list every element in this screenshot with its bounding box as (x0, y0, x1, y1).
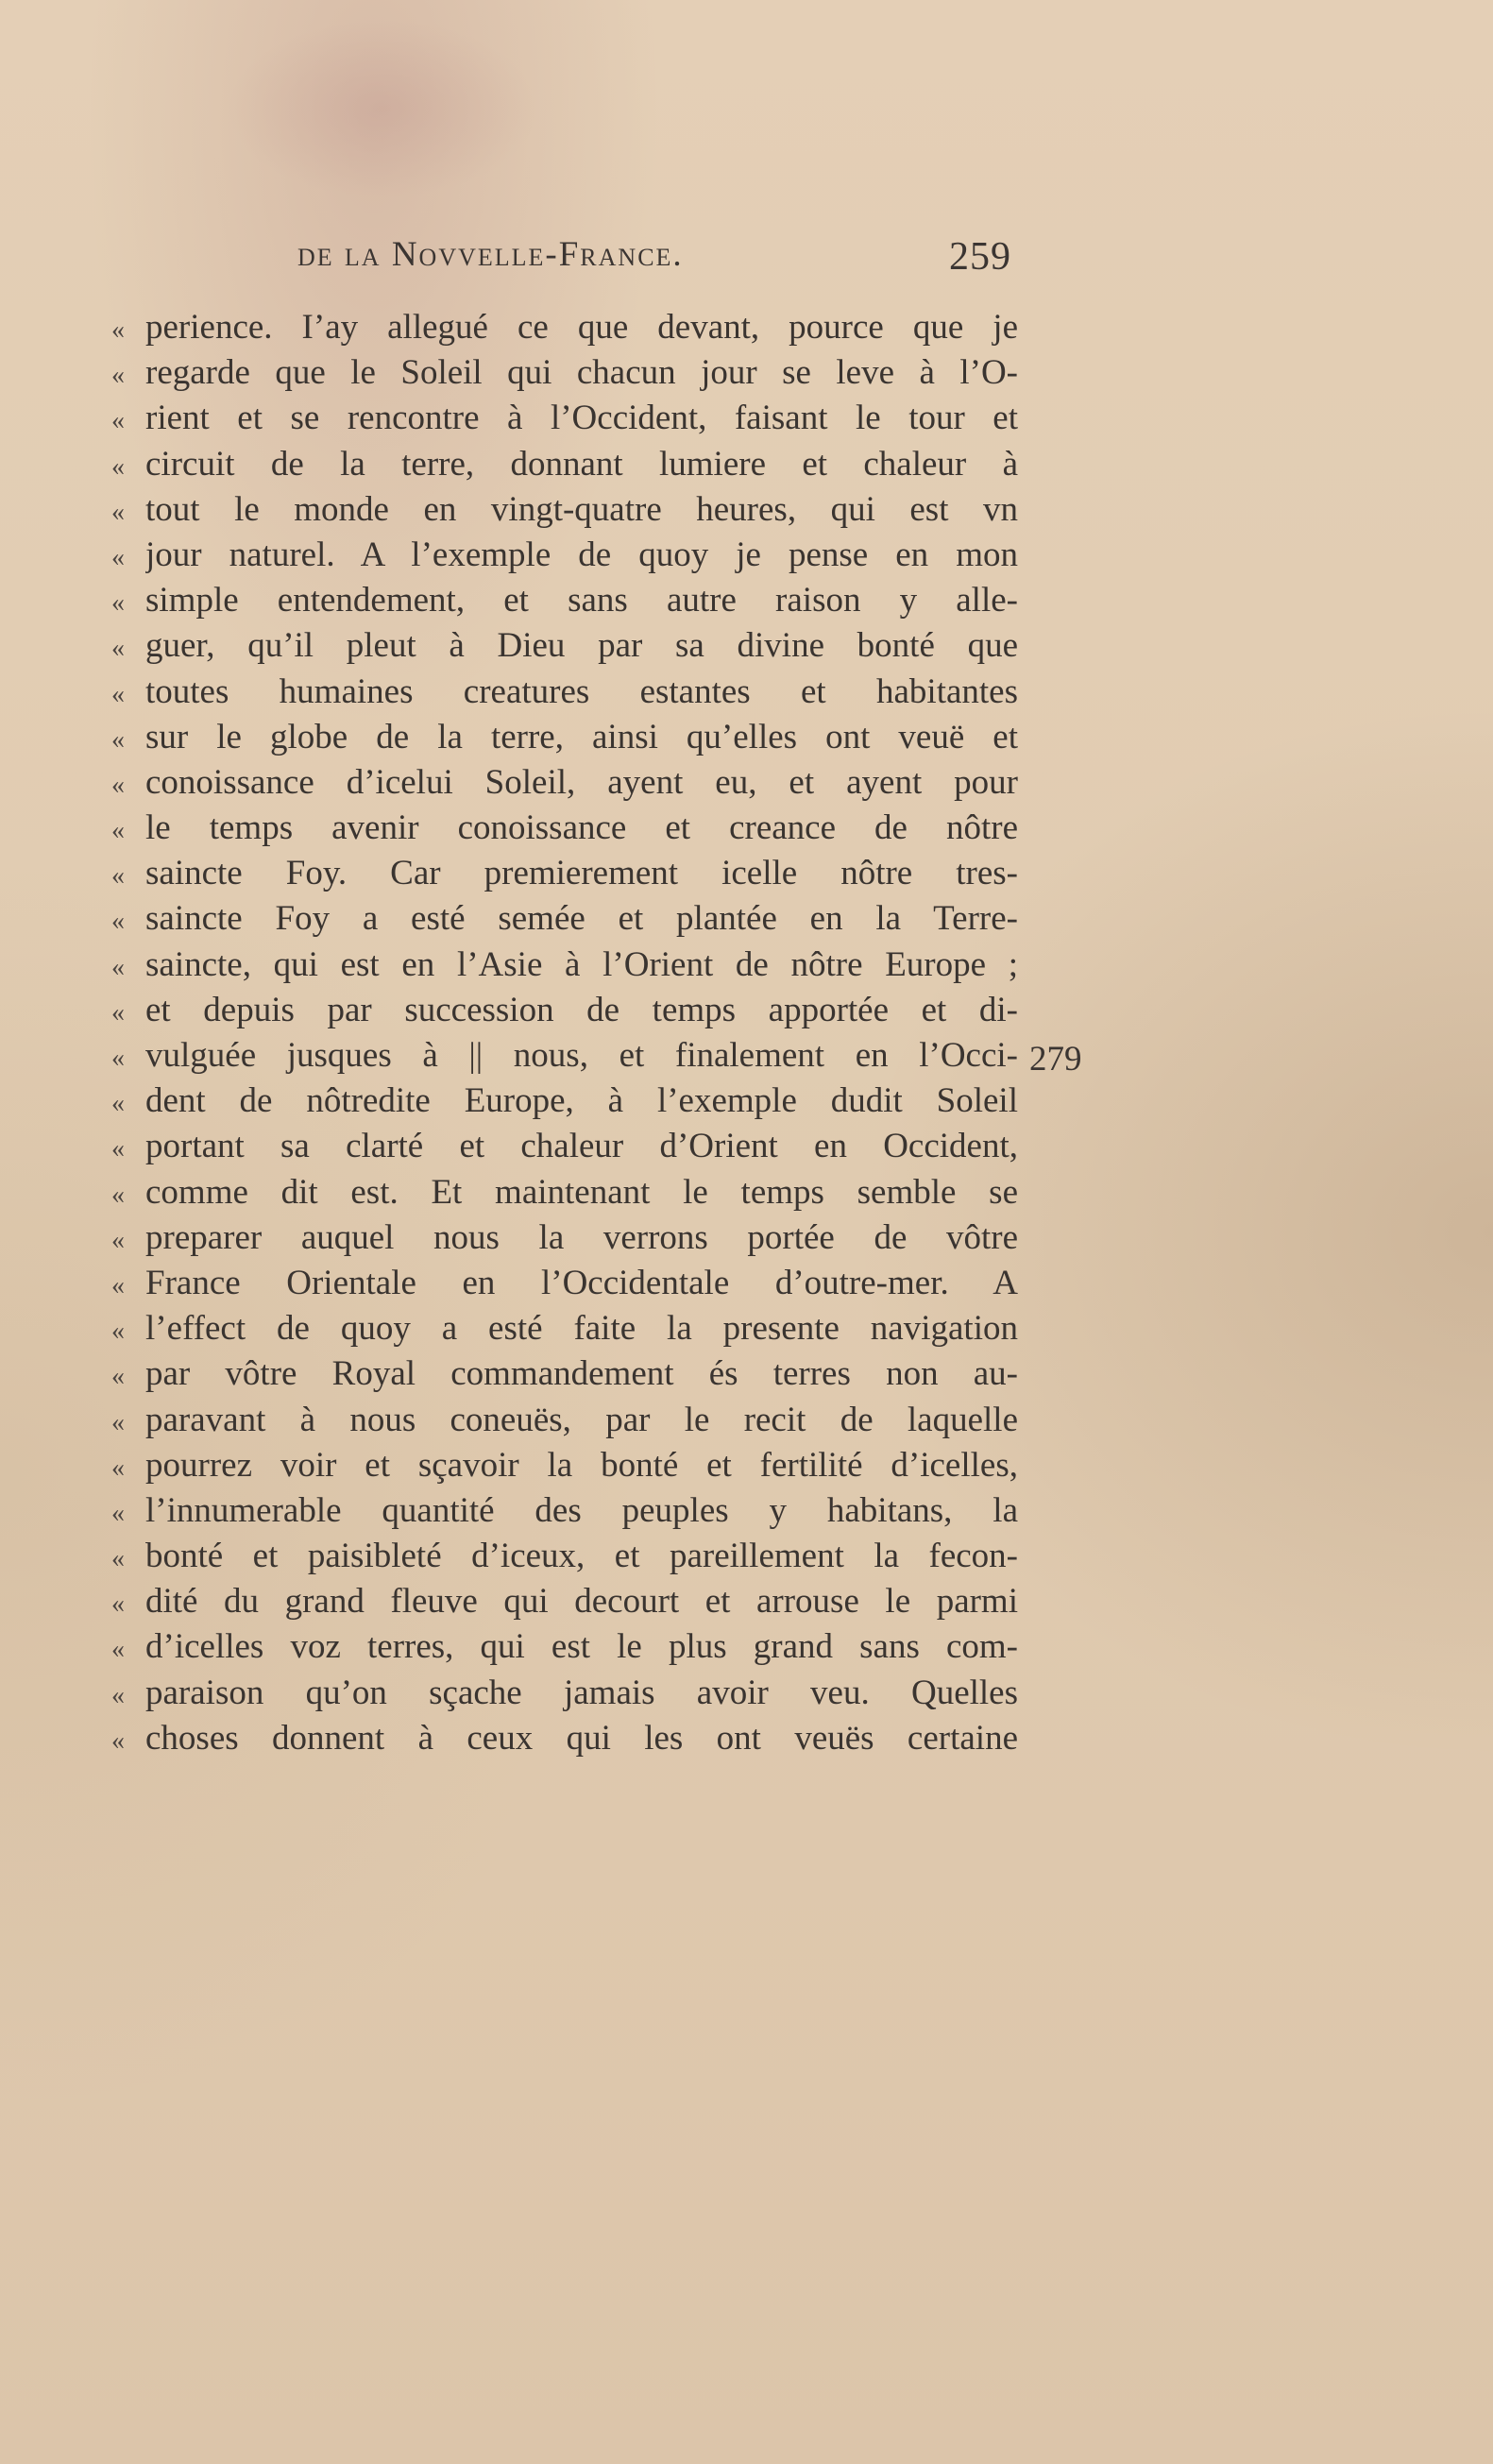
line-text: dité du grand fleuve qui decourt et arrouse le parmi (145, 1582, 1018, 1622)
text-line (111, 760, 1018, 806)
running-head-title: Novvelle-France. (391, 235, 684, 274)
line-text: saincte Foy a esté semée et plantée en la Terre- (145, 899, 1018, 939)
line-text: toutes humaines creatures estantes et habitantes (145, 671, 1018, 711)
text-line (111, 1443, 1018, 1488)
line-text: comme dit est. Et maintenant le temps semble se (145, 1172, 1018, 1212)
line-text: saincte Foy. Car premierement icelle nôtre tres- (145, 854, 1018, 893)
quotation-mark: « (111, 451, 125, 482)
running-head (297, 234, 684, 275)
quotation-mark: « (111, 1225, 125, 1255)
text-line (111, 350, 1018, 396)
text-line (111, 533, 1018, 578)
line-text: par vôtre Royal commandement és terres non au- (145, 1354, 1018, 1394)
quotation-mark: « (111, 1044, 125, 1073)
quotation-mark: « (111, 361, 125, 391)
quotation-mark: « (111, 1089, 125, 1119)
text-line (111, 851, 1018, 896)
text-line (111, 1579, 1018, 1624)
quotation-mark: « (111, 1725, 125, 1756)
quotation-mark: « (111, 1270, 125, 1300)
quotation-mark: « (111, 1680, 125, 1710)
text-line (111, 442, 1018, 487)
quotation-mark: « (111, 1407, 125, 1437)
quotation-mark: « (111, 1134, 125, 1164)
text-line (111, 1716, 1018, 1761)
text-line (111, 1488, 1018, 1534)
text-line (111, 1624, 1018, 1670)
quotation-mark: « (111, 952, 125, 982)
line-text: circuit de la terre, donnant lumiere et chaleur à (145, 444, 1018, 484)
quotation-mark: « (111, 997, 125, 1028)
text-line (111, 896, 1018, 942)
text-line (111, 1215, 1018, 1261)
quotation-mark: « (111, 1498, 125, 1528)
line-text: simple entendement, et sans autre raison y alle- (145, 581, 1018, 620)
line-text: saincte, qui est en l’Asie à l’Orient de nôtre Europe ; (145, 944, 1018, 984)
line-text: rient et se rencontre à l’Occident, faisant le tour et (145, 399, 1018, 438)
margin-reference-number: 279 (1029, 1040, 1082, 1079)
running-head-prefix: de la (297, 235, 392, 274)
line-text: l’innumerable quantité des peuples y habitans, la (145, 1490, 1018, 1530)
line-text: dent de nôtredite Europe, à l’exemple dudit Soleil (145, 1081, 1018, 1121)
quotation-mark: « (111, 315, 125, 345)
text-line (111, 1033, 1018, 1079)
quotation-mark: « (111, 1317, 125, 1347)
quotation-mark: « (111, 588, 125, 619)
quotation-mark: « (111, 861, 125, 892)
line-text: portant sa clarté et chaleur d’Orient en Occident, (145, 1127, 1018, 1166)
quotation-mark: « (111, 634, 125, 664)
text-line (111, 670, 1018, 715)
quotation-mark: « (111, 1180, 125, 1210)
quotation-mark: « (111, 770, 125, 800)
line-text: guer, qu’il pleut à Dieu par sa divine bonté que (145, 626, 1018, 666)
text-line (111, 396, 1018, 441)
line-text: France Orientale en l’Occidentale d’outre-mer. A (145, 1263, 1018, 1302)
text-line (111, 1261, 1018, 1306)
text-line (111, 1351, 1018, 1397)
line-text: jour naturel. A l’exemple de quoy je pense en mon (145, 535, 1018, 574)
line-text: paravant à nous coneuës, par le recit de laquelle (145, 1400, 1018, 1439)
line-text: et depuis par succession de temps apportée et di- (145, 990, 1018, 1029)
quotation-mark: « (111, 1544, 125, 1574)
quotation-mark: « (111, 542, 125, 572)
text-line (111, 988, 1018, 1033)
line-text: perience. I’ay allegué ce que devant, pource que je (145, 308, 1018, 347)
line-text: sur le globe de la terre, ainsi qu’elles ont veuë et (145, 717, 1018, 756)
text-line (111, 305, 1018, 350)
line-text: regarde que le Soleil qui chacun jour se leve à l’O- (145, 353, 1018, 393)
quotation-mark: « (111, 1453, 125, 1483)
body-text (111, 305, 1018, 1761)
quotation-mark: « (111, 406, 125, 436)
line-text: le temps avenir conoissance et creance de nôtre (145, 808, 1018, 848)
line-text: d’icelles voz terres, qui est le plus grand sans com- (145, 1627, 1018, 1667)
quotation-mark: « (111, 724, 125, 755)
text-line (111, 1079, 1018, 1124)
text-line (111, 1398, 1018, 1443)
text-line (111, 1170, 1018, 1215)
line-text: pourrez voir et sçavoir la bonté et fertilité d’icelles, (145, 1445, 1018, 1485)
text-line (111, 1534, 1018, 1579)
quotation-mark: « (111, 679, 125, 709)
text-line (111, 1124, 1018, 1169)
text-line (111, 1671, 1018, 1716)
line-text: choses donnent à ceux qui les ont veuës certaine (145, 1718, 1018, 1758)
line-text: tout le monde en vingt-quatre heures, qui est vn (145, 489, 1018, 529)
quotation-mark: « (111, 816, 125, 846)
text-line (111, 1306, 1018, 1351)
paper-stain (227, 19, 538, 198)
quotation-mark: « (111, 1362, 125, 1392)
line-text: conoissance d’icelui Soleil, ayent eu, et ayent pour (145, 762, 1018, 802)
text-line (111, 715, 1018, 760)
quotation-mark: « (111, 907, 125, 937)
text-line (111, 806, 1018, 851)
text-line (111, 943, 1018, 988)
text-line (111, 623, 1018, 669)
quotation-mark: « (111, 1589, 125, 1620)
line-text: l’effect de quoy a esté faite la presente navigation (145, 1309, 1018, 1349)
line-text: paraison qu’on sçache jamais avoir veu. Quelles (145, 1673, 1018, 1712)
text-line (111, 578, 1018, 623)
page-number: 259 (949, 235, 1011, 279)
quotation-mark: « (111, 1635, 125, 1665)
line-text: bonté et paisibleté d’iceux, et pareillement la fecon- (145, 1537, 1018, 1576)
text-line (111, 487, 1018, 533)
quotation-mark: « (111, 497, 125, 527)
line-text: preparer auquel nous la verrons portée de vôtre (145, 1217, 1018, 1257)
line-text: vulguée jusques à || nous, et finalement en l’Occi- (145, 1036, 1018, 1075)
